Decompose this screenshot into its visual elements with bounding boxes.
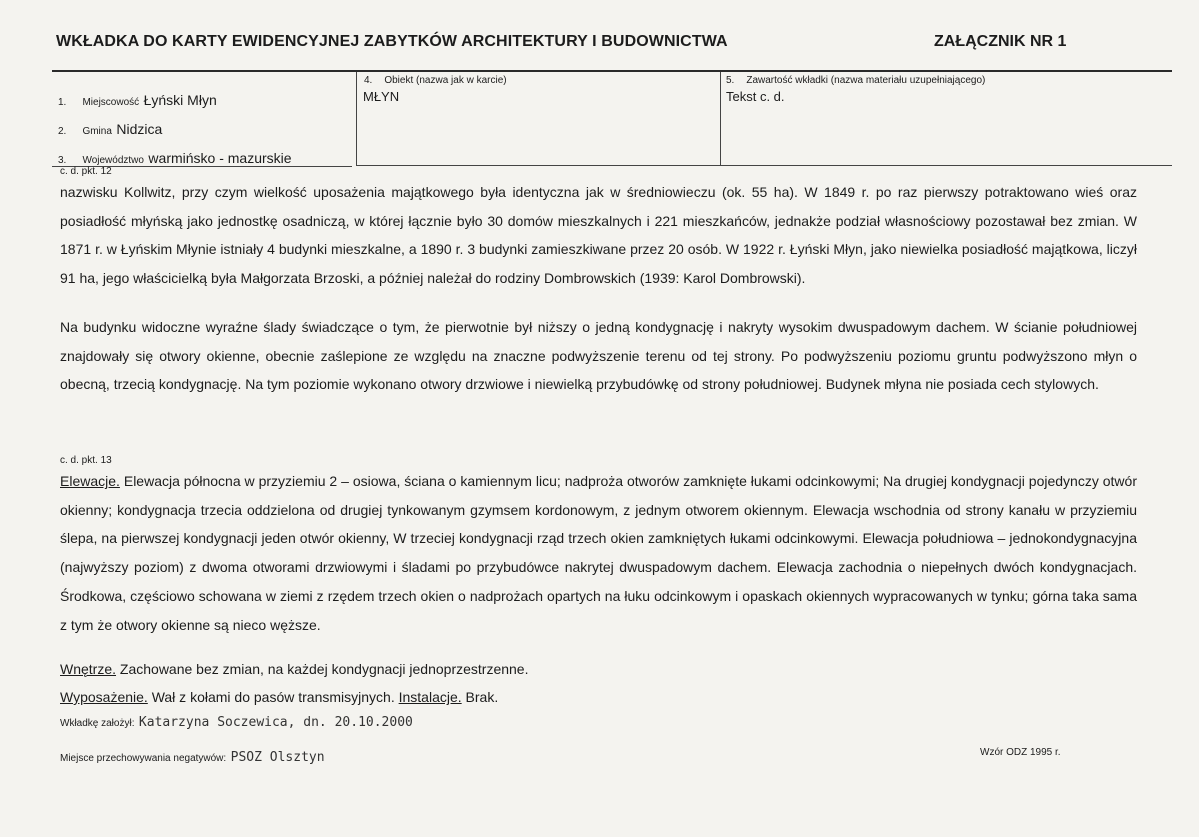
installations-heading: Instalacje. — [398, 689, 462, 705]
field-number: 5. — [726, 75, 735, 86]
interior-heading: Wnętrze. — [60, 661, 117, 677]
content-header — [726, 75, 985, 86]
template-label: Wzór ODZ 1995 r. — [980, 747, 1061, 758]
equipment-text: Wał z kołami do pasów transmisyjnych. — [147, 689, 395, 705]
locality-value: Łyński Młyn — [143, 92, 217, 108]
section-13-label: c. d. pkt. 13 — [60, 455, 112, 466]
field-number: 3. — [58, 155, 67, 166]
field-locality — [58, 92, 217, 110]
commune-value: Nidzica — [116, 121, 163, 137]
elevations-paragraph — [60, 467, 1137, 639]
storage-label: Miejsce przechowywania negatywów: — [60, 753, 227, 764]
fields-table — [52, 70, 1172, 165]
equipment-heading: Wyposażenie. — [60, 689, 148, 705]
column-separator — [356, 72, 357, 165]
storage-line — [60, 748, 325, 766]
elevations-heading: Elewacje. — [60, 473, 120, 489]
storage-value: PSOZ Olsztyn — [230, 750, 325, 765]
field-label: Zawartość wkładki (nazwa materiału uzupełniającego) — [746, 75, 986, 86]
form-title: WKŁADKA DO KARTY EWIDENCYJNEJ ZABYTKÓW ARCHITEKTURY I BUDOWNICTWA — [56, 33, 728, 50]
field-label: Miejscowość — [82, 97, 140, 108]
elevations-text: Elewacja północna w przyziemiu 2 – osiowa, ściana o kamiennym licu; nadproża otworów zamknięte łukami odcinkowymi; Na drugiej kondygnacji pojedynczy otwór okienny; kondygnacja trzecia oddzielona od drugiej tynkowanym gzymsem kordonowym, z jednym otworem okiennym. Elewacja wschodnia od strony kanału w przyziemiu ślepa, na pierwszej kondygnacji jeden otwór okienny, W trzeciej kondygnacji rząd trzech okien zamkniętych łukami odcinkowymi. Elewacja południowa – jednokondygnacyjna (najwyższy poziom) z dwoma otworami drzwiowymi i śladami po przybudówce nakrytej dwuspadowym dachem. Elewacja zachodnia o niepełnych dwóch kondygnacjach. Środkowa, częściowo schowana w ziemi z rzędem trzech okien o nadprożach opartych na łuku odcinkowym i opaskach okiennych wypracowanych w tynku; górna taka sama z tym że otwory okienne są nieco węższe. — [60, 473, 1137, 633]
object-value: MŁYN — [363, 89, 400, 104]
interior-paragraph — [60, 655, 1137, 684]
field-number: 4. — [364, 75, 373, 86]
field-number: 1. — [58, 97, 67, 108]
author-line — [60, 713, 413, 731]
voivodeship-value: warmińsko - mazurskie — [148, 150, 292, 166]
annex-label: ZAŁĄCZNIK NR 1 — [934, 33, 1067, 50]
section-12-paragraph-1: nazwisku Kollwitz, przy czym wielkość uposażenia majątkowego była identyczna jak w średniowieczu (ok. 55 ha). W 1849 r. po raz pierwszy potraktowano wieś oraz posiadłość młyńską jako jednostkę osadniczą, w której łącznie było 30 domów mieszkalnych i 221 mieszkańców, jednakże podział własnościowy pozostawał bez zmian. W 1871 r. w Łyńskim Młynie istniały 4 budynki mieszkalne, a 1890 r. 3 budynki zamieszkiwane przez 20 osób. W 1922 r. Łyński Młyn, jako niewielka posiadłość majątkowa, liczył 91 ha, jego właścicielką była Małgorzata Brzoski, a później należał do rodziny Dombrowskich (1939: Karol Dombrowski). — [60, 184, 1137, 287]
content-value: Tekst c. d. — [726, 89, 785, 104]
field-number: 2. — [58, 126, 67, 137]
object-header — [364, 75, 507, 86]
section-12-paragraph-2: Na budynku widoczne wyraźne ślady świadczące o tym, że pierwotnie był niższy o jedną kondygnację i nakryty wysokim dwuspadowym dachem. W ścianie południowej znajdowały się otwory okienne, obecnie zaślepione ze względu na znaczne podwyższenie terenu od tej strony. Po podwyższeniu poziomu gruntu podwyższono młyn o obecną, trzecią kondygnację. Na tym poziomie wykonano otwory drzwiowe i niewielką przybudówkę od strony południowej. Budynek młyna nie posiada cech stylowych. — [60, 319, 1137, 393]
section-12-label: c. d. pkt. 12 — [60, 166, 112, 177]
author-value: Katarzyna Soczewica, dn. 20.10.2000 — [138, 715, 413, 730]
field-label: Gmina — [82, 126, 112, 137]
author-label: Wkładkę założył: — [60, 718, 135, 729]
installations-text: Brak. — [461, 689, 499, 705]
interior-text: Zachowane bez zmian, na każdej kondygnacji jednoprzestrzenne. — [116, 661, 529, 677]
column-separator — [720, 72, 721, 165]
equipment-paragraph — [60, 683, 1137, 712]
field-commune — [58, 121, 162, 139]
field-label: Województwo — [82, 155, 144, 166]
table-bottom-line — [356, 165, 1172, 166]
field-label: Obiekt (nazwa jak w karcie) — [384, 75, 507, 86]
